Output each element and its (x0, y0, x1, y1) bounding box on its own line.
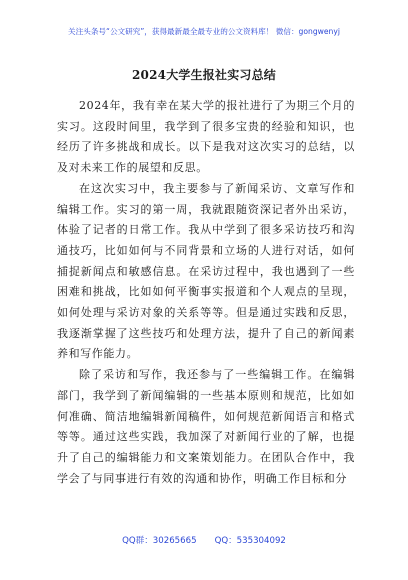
paragraph: 在这次实习中，我主要参与了新闻采访、文章写作和编辑工作。实习的第一周，我就跟随资深记者外出采访，体验了记者的日常工作。我从中学到了很多采访技巧和沟通技巧，比如如何与不同背景和立场的人进行对话，如何捕捉新闻点和敏感信息。在采访过程中，我也遇到了一些困难和挑战，比如如何平衡事实报道和个人观点的呈现，如何处理与采访对象的关系等等。但是通过实践和反思，我逐渐掌握了这些技巧和处理方法，提升了自己的新闻素养和写作能力。 (57, 181, 355, 361)
footer-contact (0, 534, 408, 546)
page-title: 2024大学生报社实习总结 (132, 68, 276, 82)
paragraph: 除了采访和写作，我还参与了一些编辑工作。在编辑部门，我学到了新闻编辑的一些基本原则和规范，比如如何准确、简洁地编辑新闻稿件，如何规范新闻语言和格式等等。通过这些实践，我加深了对新闻行业的了解，也提升了自己的编辑能力和文案策划能力。在团队合作中，我学会了与同事进行有效的沟通和协作，明确工作目标和分 (57, 368, 355, 485)
footer-qq: QQ：535304092 (214, 536, 286, 546)
paragraph: 2024年，我有幸在某大学的报社进行了为期三个月的实习。这段时间里，我学到了很多宝贵的经验和知识，也经历了许多挑战和成长。以下是我对这次实习的总结，以及对未来工作的展望和反思。 (57, 99, 355, 175)
footer-qq-group: QQ群：30265665 (122, 536, 197, 546)
document-body (57, 96, 355, 489)
header-note: 关注头条号“公文研究”，获得最新最全最专业的公文资料库！ 微信：gongwenyj (68, 27, 340, 36)
